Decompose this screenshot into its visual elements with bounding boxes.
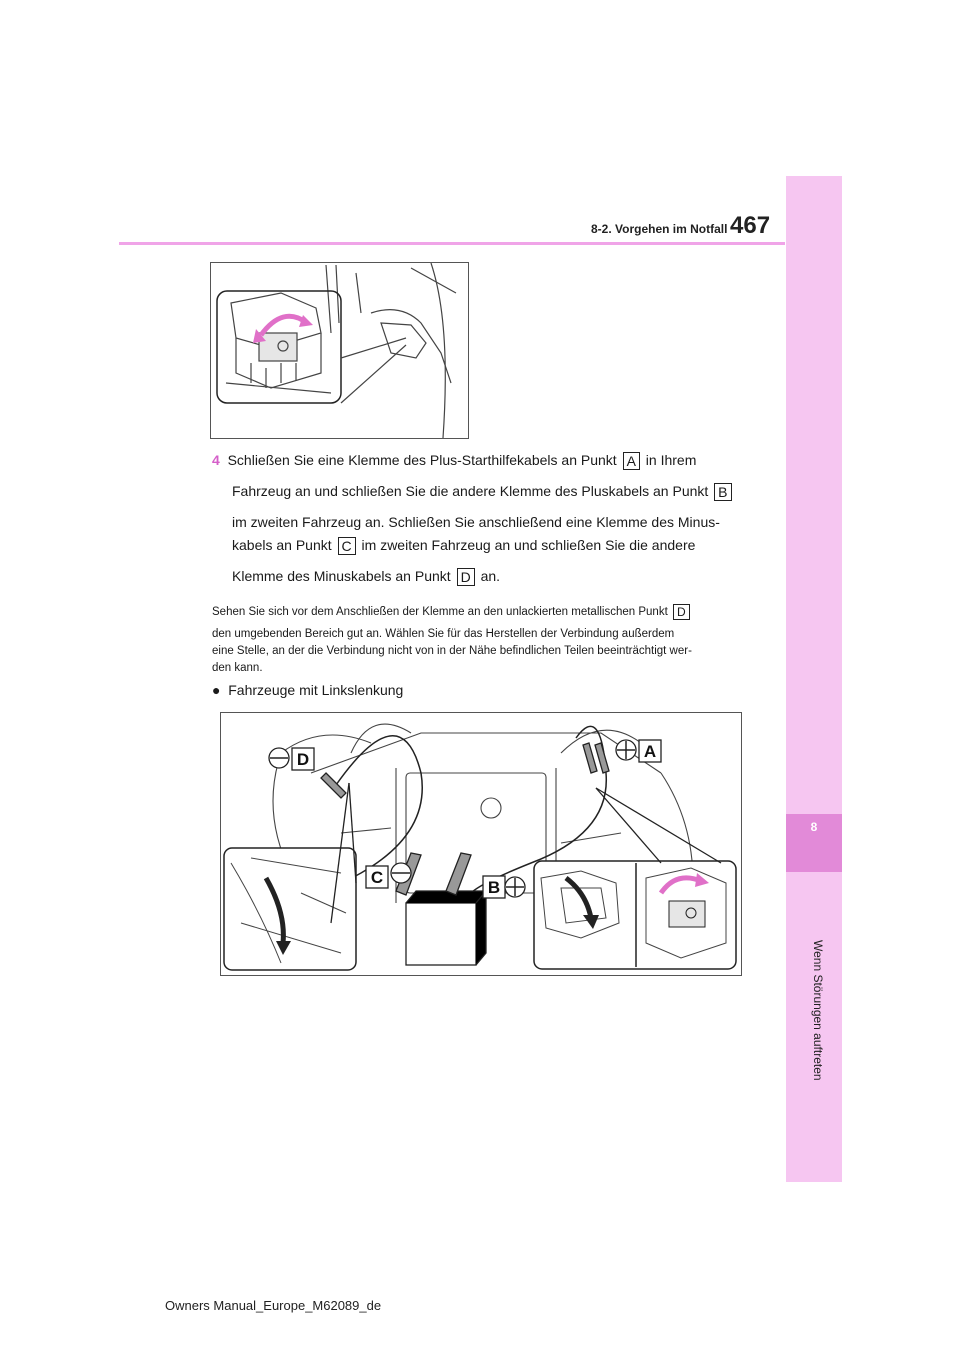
point-label-d: D: [457, 568, 475, 586]
bullet-text: Fahrzeuge mit Linkslenkung: [228, 682, 404, 698]
step-text: Schließen Sie eine Klemme des Plus-Starthilfekabels an Punkt: [227, 452, 617, 468]
plus-terminal-icon: [616, 740, 636, 760]
plus-terminal-icon: [505, 877, 525, 897]
point-label-c: C: [338, 537, 356, 555]
step-line-3: [232, 514, 720, 530]
figure-label-c: C: [370, 868, 384, 887]
minus-terminal-icon: [391, 863, 411, 883]
note-line-1: [212, 604, 692, 620]
step-text: im zweiten Fahrzeug an. Schließen Sie anschließend eine Klemme des Minus-: [232, 514, 720, 530]
minus-terminal-icon: [269, 748, 289, 768]
step-text: Klemme des Minuskabels an Punkt: [232, 568, 451, 584]
step-line-5: [232, 568, 500, 586]
step-line-1: [212, 452, 696, 470]
figure-label-b: B: [487, 878, 501, 897]
bullet-icon: ●: [212, 682, 221, 698]
figure-battery-cover: [210, 262, 469, 439]
note-text: Sehen Sie sich vor dem Anschließen der Klemme an den unlackierten metallischen Punkt: [212, 606, 668, 619]
bullet-item: [212, 682, 403, 698]
chapter-title: Wenn Störungen auftreten: [811, 940, 825, 1081]
header-rule: [119, 242, 785, 245]
step-text: in Ihrem: [645, 452, 697, 468]
chapter-number: 8: [810, 820, 818, 834]
jump-start-illustration: [221, 713, 741, 975]
page-number: 467: [730, 212, 771, 239]
figure-label-d: D: [296, 750, 310, 769]
point-label-a: A: [623, 452, 640, 470]
point-label-b: B: [714, 483, 731, 501]
footer-document-id: Owners Manual_Europe_M62089_de: [165, 1298, 382, 1313]
point-label-d: D: [673, 604, 690, 620]
section-title: 8-2. Vorgehen im Notfall: [591, 222, 728, 236]
step-text: kabels an Punkt: [232, 537, 332, 553]
note-line-3: eine Stelle, an der die Verbindung nicht von in der Nähe befindlichen Teilen beeinträchtigt wer-: [212, 645, 692, 657]
step-text: Fahrzeug an und schließen Sie die andere Klemme des Pluskabels an Punkt: [232, 483, 709, 499]
step-number: 4: [212, 452, 220, 468]
step-line-2: [232, 483, 734, 501]
step-text: im zweiten Fahrzeug an und schließen Sie die andere: [361, 537, 696, 553]
step-line-4: [232, 537, 695, 555]
battery-cover-illustration: [211, 263, 468, 438]
note-line-2: den umgebenden Bereich gut an. Wählen Sie für das Herstellen der Verbindung außerdem: [212, 628, 675, 640]
note-line-4: den kann.: [212, 662, 263, 674]
figure-jump-start-lhd: [220, 712, 742, 976]
figure-label-a: A: [643, 742, 657, 761]
step-text: an.: [480, 568, 501, 584]
